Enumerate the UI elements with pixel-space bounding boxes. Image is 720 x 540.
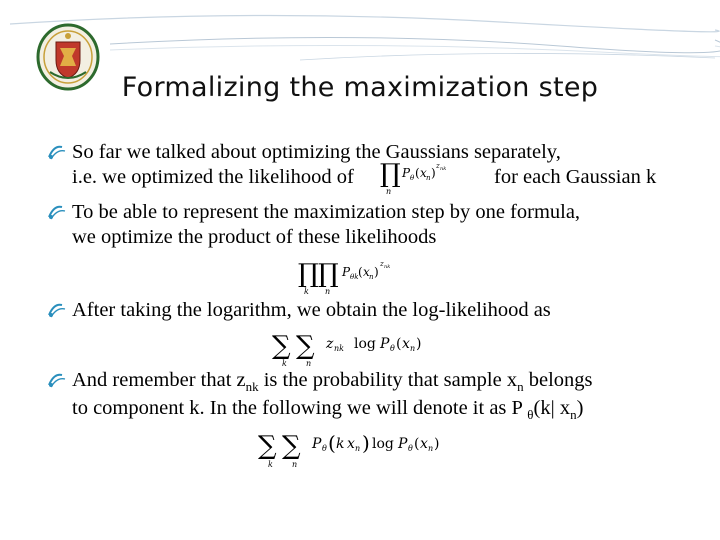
svg-text:n: n bbox=[426, 174, 431, 182]
svg-text:x: x bbox=[363, 265, 370, 279]
bullet-4-line-1 bbox=[72, 368, 593, 399]
svg-text:): ) bbox=[434, 436, 440, 452]
svg-text:(: ( bbox=[414, 436, 420, 452]
svg-text:log: log bbox=[372, 436, 394, 452]
svg-text:k: k bbox=[336, 436, 345, 452]
svg-text:n: n bbox=[306, 359, 312, 368]
svg-text:θ: θ bbox=[390, 344, 395, 353]
svg-text:x: x bbox=[420, 166, 427, 180]
svg-text:(: ( bbox=[358, 265, 363, 279]
svg-text:x: x bbox=[402, 336, 410, 352]
bullet-2-line-2: we optimize the product of these likelihoods bbox=[72, 226, 437, 248]
svg-text:x: x bbox=[347, 436, 355, 452]
svg-text:n: n bbox=[369, 273, 374, 281]
svg-text:∑: ∑ bbox=[272, 331, 291, 361]
final-log-likelihood-formula bbox=[258, 424, 458, 470]
svg-text:): ) bbox=[431, 166, 436, 180]
svg-text:θ: θ bbox=[408, 444, 413, 453]
svg-text:k: k bbox=[282, 359, 287, 368]
svg-text:n: n bbox=[325, 287, 331, 296]
svg-text:(: ( bbox=[415, 166, 420, 180]
bullet-4-line2-sub-n: n bbox=[570, 407, 577, 423]
svg-text:z: z bbox=[380, 260, 384, 268]
bullet-1-line-2-after: for each Gaussian k bbox=[494, 166, 657, 188]
svg-text:(: ( bbox=[328, 431, 336, 455]
log-likelihood-formula bbox=[272, 326, 442, 368]
svg-text:n: n bbox=[386, 187, 392, 196]
bullet-4-line2-c: ) bbox=[576, 397, 584, 419]
svg-text:P: P bbox=[312, 436, 322, 452]
svg-text:θk: θk bbox=[350, 273, 359, 281]
bullet-4-text-a: And remember that z bbox=[72, 369, 246, 391]
svg-text:): ) bbox=[362, 431, 370, 455]
bullet-4-sub-nk: nk bbox=[245, 379, 259, 395]
svg-text:n: n bbox=[292, 460, 298, 469]
svg-text:n: n bbox=[355, 444, 361, 453]
sun-swirl-bullet-icon bbox=[46, 371, 68, 389]
svg-text:(: ( bbox=[396, 336, 402, 352]
bullet-4-line-2 bbox=[72, 396, 583, 427]
svg-text:log: log bbox=[354, 336, 376, 352]
svg-text:): ) bbox=[416, 336, 422, 352]
bullet-4-line2-a: to component k. In the following we will denote it as P bbox=[72, 397, 528, 419]
svg-text:nk: nk bbox=[384, 264, 391, 270]
bullet-4-line2-sub-theta: θ bbox=[527, 407, 534, 423]
sun-swirl-bullet-icon bbox=[46, 143, 68, 161]
bullet-4-line2-b: (k| x bbox=[533, 397, 571, 419]
svg-text:P: P bbox=[342, 265, 351, 279]
svg-text:∑: ∑ bbox=[258, 431, 277, 461]
svg-text:z: z bbox=[326, 336, 334, 352]
svg-text:∏: ∏ bbox=[298, 259, 319, 289]
svg-text:k: k bbox=[304, 287, 309, 296]
svg-text:): ) bbox=[374, 265, 379, 279]
sun-swirl-bullet-icon bbox=[46, 203, 68, 221]
bullet-4-text-c: belongs bbox=[523, 369, 593, 391]
svg-text:P: P bbox=[380, 336, 390, 352]
svg-text:n: n bbox=[410, 344, 416, 353]
bullet-3-line-1: After taking the logarithm, we obtain the log-likelihood as bbox=[72, 299, 551, 321]
likelihood-product-formula bbox=[378, 160, 498, 196]
svg-text:nk: nk bbox=[440, 166, 447, 172]
bullet-4-sub-n: n bbox=[517, 379, 524, 395]
svg-text:∏: ∏ bbox=[380, 160, 401, 189]
sun-swirl-bullet-icon bbox=[46, 301, 68, 319]
svg-text:θ: θ bbox=[410, 174, 415, 182]
svg-text:n: n bbox=[428, 444, 434, 453]
double-product-likelihood-formula bbox=[298, 256, 408, 296]
svg-text:x: x bbox=[420, 436, 428, 452]
svg-text:∏: ∏ bbox=[318, 259, 339, 289]
svg-text:k: k bbox=[268, 460, 273, 469]
svg-text:θ: θ bbox=[322, 444, 327, 453]
bullet-1-line-2-before: i.e. we optimized the likelihood of bbox=[72, 166, 354, 188]
svg-text:∑: ∑ bbox=[282, 431, 301, 461]
svg-text:z: z bbox=[436, 162, 440, 170]
svg-text:P: P bbox=[398, 436, 408, 452]
svg-text:P: P bbox=[402, 166, 411, 180]
bullet-1-line-1: So far we talked about optimizing the Gaussians separately, bbox=[72, 141, 561, 163]
slide-title: Formalizing the maximization step bbox=[121, 72, 599, 103]
svg-text:∑: ∑ bbox=[296, 331, 315, 361]
bullet-4-text-b: is the probability that sample x bbox=[258, 369, 518, 391]
bullet-2-line-1: To be able to represent the maximization step by one formula, bbox=[72, 201, 581, 223]
svg-text:nk: nk bbox=[334, 344, 344, 353]
